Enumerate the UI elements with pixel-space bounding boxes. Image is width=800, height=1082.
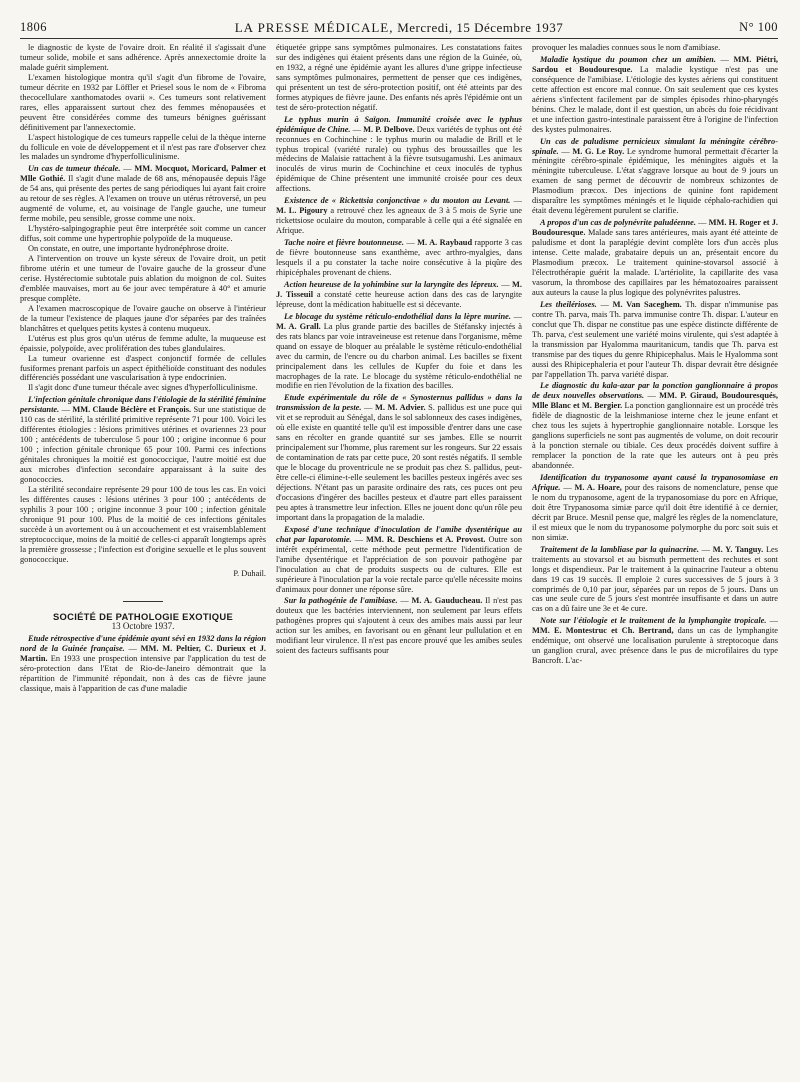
article-title: Identification du trypanosome ayant causé la trypanosomiase en Afrique. xyxy=(532,473,778,492)
article-title: A propos d'un cas de polynévrite paludéenne. xyxy=(540,218,696,228)
article-text: Th. dispar n'immunise pas contre Th. parva, mais Th. parva immunise contre Th. dispar. L'auteur en conclut que Th. dispar ne constitue pas une espèce distincte différente de Th. parva, c'est seulement une variété moins virulente, qui s'est adaptée à la transmission par Hyalomma mauritanicum, tandis que Th. parva est transmise par des tiques du genre Rhipicephalus. Mais le Hyalomma sont aussi des Rhipicephaleria et pour l'auteur Th. dispar devrait être désignée par l'appellation Th. parva variété dispar. xyxy=(532,299,778,379)
article-title: L'infection génitale chronique dans l'étiologie de la stérilité féminine persistante. xyxy=(20,395,266,415)
article-epidemie-guinee: Etude rétrospective d'une épidémie ayant sévi en 1932 dans la région nord de la Guinée française. — MM. M. Peltier, C. Durieux et J. Martin. En 1933 une prospection intensive par l'application du test de séro-protection dans l'Etat de Rio-de-Janeiro démontrait que la répartition de l'immunité répondait, non à des cas de fièvre jaune classique, mais à l'apparition de cas d'une maladie xyxy=(20,634,266,694)
paragraph: provoquer les maladies connues sous le nom d'amibiase. xyxy=(532,43,721,52)
paragraph: La tumeur ovarienne est d'aspect conjonctif formée de cellules fusiformes prenant parfois un aspect épithélioïde constituant des nodules différenciés possédant une vascularisation à type endocrinien. xyxy=(20,353,266,383)
article-text: En 1933 une prospection intensive par l'application du test de séro-protection dans l'Etat de Rio-de-Janeiro démontrait que la répartition de l'immunité répondait, non à des cas de fièvre jaune classique, mais à l'apparition de cas d'une maladie xyxy=(20,654,266,694)
article-title: Tache noire et fièvre boutonneuse. xyxy=(284,238,404,248)
article-text: S. pallidus est une puce qui vit et se reproduit au Sénégal, dans le sol sablonneux des cases indigènes, où elle existe en quantité telle qu'il est impossible d'entrer dans une case sans en récolter en grande quantité sur ses jambes. Elle se nourrit principalement sur l'homme, plus rarement sur les rongeurs. Sur 22 essais de contamination de rats par cette puce, 20 sont restés négatifs. Il semble que le blocage du proventricule ne se produit pas chez S. pallidus, peut-être celle-ci élimine-t-elle seulement les bacilles pesteux ingérés avec ses déjections. N'étant pas un parasite ordinaire des rats, ces puces ont peu d'occasions d'ingérer des bacilles pesteux et d'autre part elles paraissent peu aptes à transmettre leur infection. Elles ne jouent donc qu'un rôle peu important dans la propagation de la maladie. xyxy=(276,403,522,522)
article-text: Le syndrome humoral permettait d'écarter la méningite cérébro-spinale épidémique, les méningites aiguës et la méningite tuberculeuse. L'état s'aggrave lorsque au bout de 9 jours un examen de sang permet de découvrir de nombreux schizontes de Plasmodium præcox. Des injections de quinine font rapidement disparaître les symptômes méningés et le liquide céphalo-rachidien qui était devenu légèrement purulent se clarifie. xyxy=(532,146,778,216)
article-text: a constaté cette heureuse action dans des cas de laryngite lépreuse, dont la médication habituelle est si décevante. xyxy=(276,289,522,309)
article-title: Note sur l'étiologie et le traitement de la lymphangite tropicale. xyxy=(540,616,767,626)
paragraph: le diagnostic de kyste de l'ovaire droit. En réalité il s'agissait d'une tumeur solide, mobile et sans adhérence. Après annexectomie droite la malade guérit simplement. xyxy=(20,43,266,72)
paragraph: Il s'agit donc d'une tumeur thécale avec signes d'hyperfolliculinisme. xyxy=(28,383,258,393)
article-rickettsia: Existence de « Rickettsia conjonctivae » du mouton au Levant. — M. L. Pigoury a retrouvé chez les agneaux de 3 à 5 mois de Syrie une rickettsiose oculaire du mouton, comparable à celle qui a été signalée en Afrique. xyxy=(276,196,522,236)
article-authors: M. A. Hoare, xyxy=(574,482,622,492)
article-authors: MM. Piétri, Sardou et Boudouresque. xyxy=(532,54,778,74)
article-title: Existence de « Rickettsia conjonctivae » du mouton au Levant. xyxy=(284,196,511,206)
article-title: Le blocage du système réticulo-endothélial dans la lèpre murine. xyxy=(284,311,511,321)
article-authors: M. P. Delbove. xyxy=(363,124,415,134)
article-title: Etude expérimentale du rôle de « Synosternus pallidus » dans la transmission de la peste. xyxy=(276,393,522,413)
article-text: a retrouvé chez les agneaux de 3 à 5 mois de Syrie une rickettsiose oculaire du mouton, comparable à celle qui a été signalée en Afrique. xyxy=(276,206,522,236)
article-authors: MM. E. Montestruc et Ch. Bertrand, xyxy=(532,626,674,636)
article-typhus-murin: Le typhus murin à Saïgon. Immunité croisée avec le typhus épidémique de Chine. — M. P. Delbove. Deux variétés de typhus ont été reconnues en Cochinchine : le typhus murin ou maladie de Brill et le typhus tropical (variété rurale) ou typhus des broussailles que les médecins de Malaisie rattachent à la fièvre tsutsugamushi. Les animaux inoculés de virus murin de Cochinchine et ceux inoculés de typhus épidémique de Chine présentent une immunité croisée pour ces deux affections. xyxy=(276,114,522,194)
paragraph: A l'intervention on trouve un kyste séreux de l'ovaire droit, un petit fibrome utérin et une tumeur de l'ovaire gauche de la grosseur d'une cerise. Hystérectomie subtotale puis ablation du moignon de col. Suites d'emblée mauvaises, mort au 6e jour avec température à 40° et amurie presque complète. xyxy=(20,254,266,303)
page-number: 1806 xyxy=(20,20,47,34)
paragraph: La stérilité secondaire représente 29 pour 100 de tous les cas. En voici les différentes causes : lésions utérines 3 pour 100 ; antécédents de syphilis 3 pour 100 ; origine inconnue 3 pour 100 ; infection génitale chronique 91 pour 100. Plus de la moitié de ces infections génitales succède à un avortement ou à un accouchement et est vraisemblablement streptococcique, moins de la moitié de celles-ci apparaît longtemps après la première grossesse ; l'infection est d'origine sexuelle et le plus souvent gonococcique. xyxy=(20,484,266,564)
article-trypanosome: Identification du trypanosome ayant causé la trypanosomiase en Afrique. — M. A. Hoare, pour des raisons de nomenclature, pense que le nom du trypanosome, agent de la trypanosomiase du porc en Afrique, doit être Trypanosoma simiæ parce qu'il doit être identifié à ce dernier, décrit par Bruce. Mesnil pense que, malgré les règles de la nomenclature, il est mieux que le nom du trypanosome polymorphe du porc soit suis et non simiæ. xyxy=(532,473,778,542)
article-pathogenie-amibiase: Sur la pathogénie de l'amibiase. — M. A. Gauducheau. Il n'est pas douteux que les bactéries interviennent, non seulement par leurs effets pathogènes propres qui s'ajoutent à ceux des amibes mais aussi par leur action sur les amibes, en favorisant ou en gênant leur pullulation et en modifiant leur virulence. Il n'est pas encore prouvé que les amibes seules soient des facteurs suffisants pour xyxy=(276,596,522,656)
article-authors: MM. H. Roger et J. Boudouresque. xyxy=(532,218,778,238)
author-signature: P. Duhail. xyxy=(233,568,266,578)
article-title: Action heureuse de la yohimbine sur la laryngite des lépreux. xyxy=(284,279,499,289)
article-authors: M. A. Gauducheau. xyxy=(411,596,483,606)
article-synosternus: Etude expérimentale du rôle de « Synosternus pallidus » dans la transmission de la peste. — M. M. Advier. S. pallidus est une puce qui vit et se reproduit au Sénégal, dans le sol sablonneux des cases indigènes, où elle existe en quantité telle qu'il est impossible d'entrer dans une case sans en récolter en grande quantité sur ses jambes. Elle se nourrit principalement sur l'homme, plus rarement sur les rongeurs. Sur 22 essais de contamination de rats par cette puce, 20 sont restés négatifs. Il semble que le blocage du proventricule ne se produit pas chez S. pallidus, peut-être celle-ci élimine-t-elle seulement les bacilles pesteux ingérés avec ses déjections. N'étant pas un parasite ordinaire des rats, ces puces ont peu d'occasions d'ingérer des bacilles pesteux et d'autre part elles paraissent peu aptes à transmettre leur infection. Elles ne jouent donc qu'un rôle peu important dans la propagation de la maladie. xyxy=(276,393,522,522)
article-authors: M. J. Tisseuil xyxy=(276,279,522,299)
article-lymphangite: Note sur l'étiologie et le traitement de la lymphangite tropicale. — MM. E. Montestruc et Ch. Bertrand, dans un cas de lymphangite endémique, ont observé une localisation purulente à streptocoque dans un ganglion crural, avec présence dans le pus de microfilaires du type Bancroft. L'ac- xyxy=(532,616,778,666)
article-text: La plus grande partie des bacilles de Stéfansky injectés à des rats blancs par voie intraveineuse est retenue dans l'organisme, même quand on essaye de bloquer au préalable le système réticulo-endothélial avec du carmin, de l'encre ou du charbon animal. Les bacilles se fixent principalement dans les cellules de Kupfer du foie et dans les macrophages de la rate. Le blocage du système réticulo-endothélial ne modifie en rien l'évolution de la fixation des bacilles. xyxy=(276,321,522,391)
article-title: Exposé d'une technique d'inoculation de l'amibe dysentérique au chat par laparotomie. xyxy=(276,524,522,544)
article-text: Il s'agit d'une malade de 68 ans, ménopausée depuis l'âge de 54 ans, qui présente des pertes de sang périodiques lui ayant fait croire au retour de ses règles. A l'examen on trouve un utérus rétroversé, un peu augmenté de volume, et, au voisinage de l'angle gauche, une tumeur ferme mobile, peu sensible, grosse comme une noix. xyxy=(20,174,266,224)
article-polynevrite: A propos d'un cas de polynévrite paludéenne. — MM. H. Roger et J. Boudouresque. Malade sans tares antérieures, mais ayant été atteinte de paludisme et dont la paraplégie devint complète lors d'un accès plus intense. Cette malade, grabataire depuis un an, présentait encore du Plasmodium præcox. Le traitement quinine-stovarsol associé à l'électrothérapie guérit la malade. L'artériolite, la capillarite des vasa vasorum, la thrombose des capillaires par les hématozoaires paraissent aux auteurs la cause la plus logique des polynévrites palustres. xyxy=(532,218,778,297)
paragraph: L'aspect histologique de ces tumeurs rappelle celui de la thèque interne du follicule en voie de développement et il n'est pas rare d'observer chez les malades un syndrome d'hyperfolliculinisme. xyxy=(20,132,266,162)
paragraph: A l'examen macroscopique de l'ovaire gauche on observe à l'intérieur de la tumeur l'existence de plaques jaune d'or séparées par des traînées blanchâtres et quelques petits kystes à contenu muqueux. xyxy=(20,303,266,333)
article-inoculation-amibe: Exposé d'une technique d'inoculation de l'amibe dysentérique au chat par laparotomie. — MM. R. Deschiens et A. Provost. Outre son intérêt expérimental, cette méthode peut permettre l'identification de l'amibe dysentérique et l'appréciation de son pouvoir pathogène par l'inoculation au chat de produits suspects ou de cultures. Elle est supérieure à l'inoculation par la voie rectale parce qu'elle nécessite moins d'animaux pour donner une réponse sûre. xyxy=(276,524,522,594)
issue-date: Mercredi, 15 Décembre 1937 xyxy=(397,20,564,35)
article-title: Un cas de paludisme pernicieux simulant la méningite cérébro-spinale. xyxy=(532,136,778,156)
article-authors: M. Y. Tanguy. xyxy=(712,544,764,554)
page-header xyxy=(20,18,778,39)
article-tache-noire: Tache noire et fièvre boutonneuse. — M. A. Raybaud rapporte 3 cas de fièvre boutonneuse sans exanthème, avec arthro-myalgies, dans lesquels il a pu constater la tache noire consécutive à la piqûre des rhipicéphales provenant de chiens. xyxy=(276,238,522,277)
article-lambliase: Traitement de la lambliase par la quinacrine. — M. Y. Tanguy. Les traitements au stovarsol et au bismuth permettent des rechutes et sont longs et dispendieux. Par le traitement à la quinacrine l'auteur a obtenu dans 19 cas 19 succès. Il emploie 2 cures successives de 5 jours à 3 comprimés de 0,10 par jour, séparées par un repos de 5 jours. Dans un cas une seule cure de 5 jours s'est montrée insuffisante et dans un autre cas on a dû faire une 3e et 4e cure. xyxy=(532,544,778,614)
article-text: Sur une statistique de 110 cas de stérilité, la stérilité primitive représente 71 pour 100. Voici les différentes étiologies : lésions primitives utérines et ovariennes 23 pour 100 ; antécédents de tuberculose 5 pour 100 ; origine inconnue 6 pour 100 ; infection génitale chronique 65 pour 100. Parmi ces infections génitales chroniques la moitié est gonococcique, l'autre moitié est due aux microbes d'infection secondaire apparaissant à la suite des gonococcies. xyxy=(20,405,266,484)
article-blocage-reticulo: Le blocage du système réticulo-endothélial dans la lèpre murine. — M. A. Grall. La plus grande partie des bacilles de Stéfansky injectés à des rats blancs par voie intraveineuse est retenue dans l'organisme, même quand on essaye de bloquer au préalable le système réticulo-endothélial avec du carmin, de l'encre ou du charbon animal. Les bacilles se fixent principalement dans les cellules de Kupfer du foie et dans les macrophages de la rate. Le blocage du système réticulo-endothélial ne modifie en rien l'évolution de la fixation des bacilles. xyxy=(276,311,522,391)
article-title: Etude rétrospective d'une épidémie ayant sévi en 1932 dans la région nord de la Guinée française. xyxy=(20,634,266,654)
article-authors: M. A. Raybaud xyxy=(417,238,473,248)
paragraph: L'examen histologique montra qu'il s'agit d'un fibrome de l'ovaire, tumeur décrite en 1932 par Löffler et Priesel sous le nom de « Fibroma thecocellulare xanthomatodes ovarii ». Ces tumeurs sont relativement rares, elles apparaissent surtout chez des femmes ménopausées et peuvent être considérées comme des tumeurs bénignes guérissant définitivement par l'annexectomie. xyxy=(20,72,266,132)
article-authors: M. A. Grall. xyxy=(276,321,321,331)
article-tumeur-thecale: Un cas de tumeur thécale. — MM. Mocquot, Moricard, Palmer et Mlle Gothié. Il s'agit d'une malade de 68 ans, ménopausée depuis l'âge de 54 ans, qui présente des pertes de sang périodiques lui ayant fait croire au retour de ses règles. A l'examen on trouve un utérus rétroversé, un peu augmenté de volume, et, au voisinage de l'angle gauche, une tumeur ferme mobile, peu sensible, grosse comme une noix. xyxy=(20,164,266,224)
paragraph: On constate, en outre, une importante hydronéphrose droite. xyxy=(28,244,229,254)
article-title: Maladie kystique du poumon chez un amibien. xyxy=(540,54,716,64)
article-authors: MM. R. Deschiens et A. Provost. xyxy=(366,534,486,544)
article-authors: MM. P. Giraud, Boudouresqués, Mlle Blanc et M. Bergier. xyxy=(532,391,778,411)
society-heading: SOCIÉTÉ DE PATHOLOGIE EXOTIQUE xyxy=(52,610,234,622)
article-title: Un cas de tumeur thécale. xyxy=(28,164,121,174)
article-maladie-kystique: Maladie kystique du poumon chez un amibien. — MM. Piétri, Sardou et Boudouresque. La maladie kystique n'est pas une conséquence de l'amibiase. L'étiologie des kystes aériens qui constituent cette affection est encore mal connue. On sait seulement que ces kystes aériens s'infectent facilement par de simples épisodes rhino-pharyngés bénins. Chez le malade, dont il est question, un abcès du foie récidivant et une infection gastro-intestinale paraissent être à l'origine de l'infection des kystes pulmonaires. xyxy=(532,54,778,134)
article-authors: MM. Claude Béclère et François. xyxy=(72,405,192,415)
article-kala-azar: Le diagnostic du kala-azar par la ponction ganglionnaire à propos de deux nouvelles observations. — MM. P. Giraud, Boudouresqués, Mlle Blanc et M. Bergier. La ponction ganglionnaire est un procédé très fidèle de diagnostic de la leishmaniose interne chez le jeune enfant et chez tous les sujets à hypertrophie ganglionnaire notable. Lorsque les ganglions superficiels ne sont pas augmentés de volume, on doit recourir à la ponction sternale ou tibiale. Ces deux procédés doivent suffire à remplacer la ponction de la rate que les auteurs ont à peu près abandonnée. xyxy=(532,381,778,471)
article-text: Les traitements au stovarsol et au bismuth permettent des rechutes et sont longs et dispendieux. Par le traitement à la quinacrine l'auteur a obtenu dans 19 cas 19 succès. Il emploie 2 cures successives de 5 jours à 3 comprimés de 0,10 par jour, séparées par un repos de 5 jours. Dans un cas une seule cure de 5 jours s'est montrée insuffisante et dans un autre cas on a dû faire une 3e et 4e cure. xyxy=(532,544,778,614)
column-3 xyxy=(532,43,778,1073)
article-text: Deux variétés de typhus ont été reconnues en Cochinchine : le typhus murin ou maladie de Brill et le typhus tropical (variété rurale) ou typhus des broussailles que les médecins de Malaisie rattachent à la fièvre tsutsugamushi. Les animaux inoculés de virus murin de Cochinchine et ceux inoculés de typhus épidémique de Chine présentent une immunité croisée pour ces deux affections. xyxy=(276,124,522,194)
article-title: Sur la pathogénie de l'amibiase. xyxy=(284,596,398,606)
article-title: Les theilérioses. xyxy=(540,299,597,309)
article-text: Malade sans tares antérieures, mais ayant été atteinte de paludisme et dont la paraplégie devint complète lors d'un accès plus intense. Cette malade, grabataire depuis un an, présentait encore du Plasmodium præcox. Le traitement quinine-stovarsol associé à l'électrothérapie guérit la malade. L'artériolite, la capillarite des vasa vasorum, la thrombose des capillaires par les hématozoaires paraissent aux auteurs la cause la plus logique des polynévrites palustres. xyxy=(532,228,778,297)
article-yohimbine: Action heureuse de la yohimbine sur la laryngite des lépreux. — M. J. Tisseuil a constaté cette heureuse action dans des cas de laryngite lépreuse, dont la médication habituelle est si décevante. xyxy=(276,279,522,309)
article-text: La maladie kystique n'est pas une conséquence de l'amibiase. L'étiologie des kystes aériens qui constituent cette affection est encore mal connue. On sait seulement que ces kystes aériens s'infectent facilement par de simples épisodes rhino-pharyngés bénins. Chez le malade, dont il est question, un abcès du foie récidivant et une infection gastro-intestinale paraissent être à l'origine de l'infection des kystes pulmonaires. xyxy=(532,64,778,134)
article-columns xyxy=(20,43,778,1073)
society-date: 13 Octobre 1937. xyxy=(111,621,175,632)
article-infection-genitale: L'infection génitale chronique dans l'étiologie de la stérilité féminine persistante. — MM. Claude Béclère et François. Sur une statistique de 110 cas de stérilité, la stérilité primitive représente 71 pour 100. Voici les différentes étiologies : lésions primitives utérines et ovariennes 23 pour 100 ; antécédents de tuberculose 5 pour 100 ; origine inconnue 6 pour 100 ; infection génitale chronique 65 pour 100. Parmi ces infections génitales chroniques la moitié est gonococcique, l'autre moitié est due aux microbes d'infection secondaire apparaissant à la suite des gonococcies. xyxy=(20,395,266,484)
issue-number: N° 100 xyxy=(739,20,778,34)
article-authors: M. Van Saceghem. xyxy=(612,299,682,309)
paragraph: L'hystéro-salpingographie peut être interprétée soit comme un cancer diffus, soit comme une hypertrophie polypoïde de la muqueuse. xyxy=(20,224,266,244)
article-title: Traitement de la lambliase par la quinacrine. xyxy=(540,544,699,554)
article-authors: M. L. Pigoury xyxy=(276,206,328,216)
article-text: dans un cas de lymphangite endémique, ont observé une localisation purulente à streptocoque dans un ganglion crural, avec présence dans le pus de microfilaires du type Bancroft. L'ac- xyxy=(532,626,778,666)
article-text: rapporte 3 cas de fièvre boutonneuse sans exanthème, avec arthro-myalgies, dans lesquels il a pu constater la tache noire consécutive à la piqûre des rhipicéphales provenant de chiens. xyxy=(276,238,522,277)
article-title: Le diagnostic du kala-azar par la ponction ganglionnaire à propos de deux nouvelles observations. xyxy=(532,381,778,401)
paragraph: étiquetée grippe sans symptômes pulmonaires. Les constatations faites sur des indigènes qui étaient présents dans une région de la Guinée, où, en 1932, a régné une épidémie ayant les allures d'une grippe infectieuse sans symptômes pulmonaires, permettent de penser que ces indigènes, qui présentent un test de séro-protection positif, ont été atteints par des formes atypiques de fièvre jaune. Des enfants nés après l'épidémie ont un test de séro-protection négatif. xyxy=(276,43,522,112)
journal-name: LA PRESSE MÉDICALE, xyxy=(234,20,394,35)
column-2 xyxy=(276,43,522,1073)
article-authors: MM. Mocquot, Moricard, Palmer et Mlle Gothié. xyxy=(20,164,266,184)
article-theilerioses: Les theilérioses. — M. Van Saceghem. Th. dispar n'immunise pas contre Th. parva, mais Th. parva immunise contre Th. dispar. L'auteur en conclut que Th. dispar ne constitue pas une espèce distincte différente de Th. parva, c'est seulement une variété moins virulente, qui s'est adaptée à la transmission par Hyalomma mauritanicum, tandis que Th. parva est transmise par des tiques du genre Rhipicephalus. Mais le Hyalomma sont aussi des Rhipicephaleria et pour l'auteur Th. dispar devrait être désignée par l'appellation Th. parva variété dispar. xyxy=(532,299,778,379)
paragraph: L'utérus est plus gros qu'un utérus de femme adulte, la muqueuse est épaissie, polypoïde, avec prolifération des tubes glandulaires. xyxy=(20,333,266,353)
article-text: pour des raisons de nomenclature, pense que le nom du trypanosome, agent de la trypanosomiase du porc en Afrique, doit être Trypanosoma simiæ parce qu'il doit être identifié à ce dernier, décrit par Bruce. Mesnil pense que, malgré les règles de la nomenclature, il est mieux que le nom du trypanosome polymorphe du porc soit suis et non simiæ. xyxy=(532,482,778,542)
society-heading-block xyxy=(20,601,266,633)
article-text: La ponction ganglionnaire est un procédé très fidèle de diagnostic de la leishmaniose interne chez le jeune enfant et chez tous les sujets à hypertrophie ganglionnaire notable. Lorsque les ganglions superficiels ne sont pas augmentés de volume, on doit recourir à la ponction sternale ou tibiale. Ces deux procédés doivent suffire à remplacer la ponction de la rate que les auteurs ont à peu près abandonnée. xyxy=(532,401,778,471)
article-authors: M. M. Advier. xyxy=(375,403,426,413)
header-title xyxy=(20,20,778,36)
article-authors: M. G. Le Roy. xyxy=(572,146,625,156)
article-text: Il n'est pas douteux que les bactéries interviennent, non seulement par leurs effets pathogènes propres qui s'ajoutent à ceux des amibes mais aussi par leur action sur les amibes, en favorisant ou en gênant leur pullulation et en modifiant leur virulence. Il n'est pas encore prouvé que les amibes seules soient des facteurs suffisants pour xyxy=(276,596,522,656)
article-paludisme-pernicieux: Un cas de paludisme pernicieux simulant la méningite cérébro-spinale. — M. G. Le Roy. Le syndrome humoral permettait d'écarter la méningite cérébro-spinale épidémique, les méningites aiguës et la méningite tuberculeuse. L'état s'aggrave lorsque au bout de 9 jours un examen de sang permet de découvrir de nombreux schizontes de Plasmodium præcox. Des injections de quinine font rapidement disparaître les symptômes méningés et le liquide céphalo-rachidien qui était devenu légèrement purulent se clarifie. xyxy=(532,136,778,216)
article-title: Le typhus murin à Saïgon. Immunité croisée avec le typhus épidémique de Chine. xyxy=(276,114,522,134)
column-1 xyxy=(20,43,266,1073)
article-text: Outre son intérêt expérimental, cette méthode peut permettre l'identification de l'amibe dysentérique et l'appréciation de son pouvoir pathogène par l'inoculation au chat de produits suspects ou de cultures. Elle est supérieure à l'inoculation par la voie rectale parce qu'elle nécessite moins d'animaux pour donner une réponse sûre. xyxy=(276,534,522,594)
article-authors: MM. M. Peltier, C. Durieux et J. Martin. xyxy=(20,644,266,664)
